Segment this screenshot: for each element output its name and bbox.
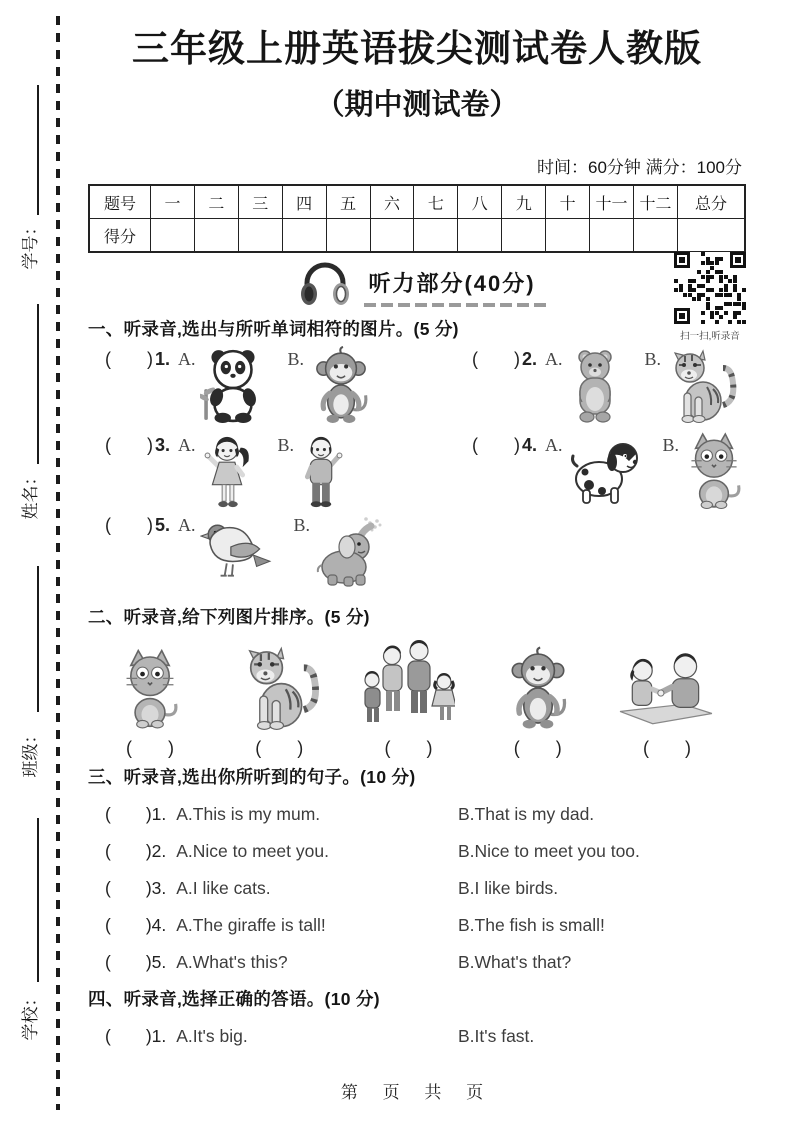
option-b-label: B. [644,349,662,369]
option-a-text: A.I like cats. [176,878,271,898]
s1-row-2 [88,434,746,518]
answer-bracket: ( ) [384,738,433,758]
answer-bracket: ( )1. [105,804,167,824]
class-blank-line [37,566,39,712]
classmates-talking-image [618,648,716,730]
class-label: 班级： [21,726,40,778]
score-col-2: 二 [194,185,238,219]
score-col-12: 十二 [633,185,677,219]
s1-item-1 [105,348,374,424]
score-col-1: 一 [151,185,195,219]
option-b-text: B.What's that? [458,952,572,972]
cut-dashed-line [56,16,60,1110]
section4-title: 四、听录音,选择正确的答语。(10 分) [88,989,380,1009]
listening-part-title: 听力部分(40分) [368,267,535,298]
score-col-11: 十一 [590,185,634,219]
score-col-total: 总分 [678,185,746,219]
score-table-header-row [89,185,745,219]
option-a-text: A.It's big. [176,1026,248,1046]
page-title: 三年级上册英语拔尖测试卷人教版 [132,28,702,69]
girl-image [200,432,256,510]
option-a-label: A. [545,349,563,369]
item-number: 2. [522,349,538,369]
student-id-label: 学号： [21,218,40,270]
answer-bracket: ( ) [105,349,153,369]
score-cell [546,219,590,253]
answer-bracket: ( ) [105,515,153,535]
item-number: 5. [155,515,171,535]
score-col-9: 九 [502,185,546,219]
option-b-text: B.I like birds. [458,878,559,898]
score-table-score-row [89,219,745,253]
item-number: 3. [155,435,171,455]
monkey-image [308,346,374,424]
headphones-icon [298,255,352,309]
family-image [363,638,455,730]
s1-item-2 [472,348,737,424]
answer-bracket: ( ) [105,435,153,455]
option-b-label: B. [277,435,295,455]
school-label: 学校： [21,989,40,1041]
option-a-text: A.This is my mum. [176,804,321,824]
school-blank-line [37,818,39,982]
qr-finder-icon [730,252,746,268]
page-subtitle: （期中测试卷） [315,89,519,121]
tiger-image [665,346,737,424]
student-id-blank-line [37,85,39,215]
s2-picture-2 [219,638,339,730]
answer-bracket: ( ) [472,435,520,455]
score-col-10: 十 [546,185,590,219]
score-col-7: 七 [414,185,458,219]
s3-item-3 [105,876,745,900]
dog-image [567,432,641,510]
score-col-4: 四 [282,185,326,219]
qr-finder-icon [674,252,690,268]
option-b-text: B.The fish is small! [458,915,605,935]
option-b-label: B. [287,349,305,369]
score-cell-total [678,219,746,253]
score-cell [590,219,634,253]
bear-image [567,346,623,424]
s1-item-3 [105,434,344,510]
monkey-image [503,646,573,730]
name-blank-line [37,304,39,464]
s4-item-1 [105,1024,745,1048]
score-cell [633,219,677,253]
answer-bracket: ( )2. [105,841,167,861]
answer-bracket: ( ) [472,349,520,369]
answer-bracket: ( )3. [105,878,167,898]
s2-picture-row [88,638,727,730]
name-label: 姓名： [21,468,40,520]
s2-picture-4 [478,638,598,730]
s3-item-4 [105,913,745,937]
score-col-5: 五 [326,185,370,219]
tiger-image [238,644,320,730]
main-content [88,0,746,1122]
section3-title: 三、听录音,选出你所听到的句子。(10 分) [88,767,416,787]
score-cell [370,219,414,253]
option-b-label: B. [662,435,680,455]
item-number: 4. [522,435,538,455]
cat-image [683,432,745,510]
listening-header [88,252,746,312]
page-footer: 第 页 共 页 [340,1083,494,1102]
score-col-8: 八 [458,185,502,219]
answer-bracket: ( ) [255,738,304,758]
s3-item-2 [105,839,745,863]
score-cell [458,219,502,253]
cat-image [118,648,182,730]
score-table [88,184,746,253]
answer-bracket: ( ) [643,738,691,758]
item-number: 1. [155,349,171,369]
time-score-info: 时间：60分钟 满分：100分 [537,158,742,177]
section1-title: 一、听录音,选出与所听单词相符的图片。(5 分) [88,319,459,339]
score-col-6: 六 [370,185,414,219]
score-cell [238,219,282,253]
answer-bracket: ( ) [513,738,562,758]
score-cell [282,219,326,253]
answer-bracket: ( ) [126,738,174,758]
option-b-text: B.That is my dad. [458,804,595,824]
score-cell [326,219,370,253]
s1-row-1 [88,348,746,432]
s1-item-5 [105,514,384,590]
option-a-label: A. [178,349,196,369]
pigeon-image [200,512,272,590]
elephant-image [314,512,384,590]
option-a-label: A. [178,515,196,535]
s3-item-1 [105,802,745,826]
score-col-3: 三 [238,185,282,219]
score-cell [194,219,238,253]
option-a-text: A.Nice to meet you. [176,841,329,861]
score-cell [502,219,546,253]
s2-picture-1 [90,638,210,730]
score-row-label: 得分 [89,219,151,253]
s1-item-4 [472,434,745,510]
s2-picture-3 [349,638,469,730]
qr-code [674,252,746,324]
score-cell [414,219,458,253]
option-a-text: A.What's this? [176,952,288,972]
s2-bracket-row [88,734,727,760]
s1-row-3 [88,514,746,598]
answer-bracket: ( )1. [105,1026,167,1046]
qr-caption: 扫一扫,听录音 [680,331,740,342]
answer-bracket: ( )5. [105,952,167,972]
option-a-label: A. [178,435,196,455]
option-b-label: B. [293,515,311,535]
answer-bracket: ( )4. [105,915,167,935]
score-table-wrap [88,184,746,253]
s3-item-5 [105,950,745,974]
option-b-text: B.It's fast. [458,1026,535,1046]
option-b-text: B.Nice to meet you too. [458,841,640,861]
score-table-corner: 题号 [89,185,151,219]
panda-image [200,346,266,424]
boy-image [298,432,344,510]
s2-picture-5 [607,638,727,730]
section2-title: 二、听录音,给下列图片排序。(5 分) [88,607,370,627]
option-a-text: A.The giraffe is tall! [176,915,326,935]
score-cell [151,219,195,253]
option-a-label: A. [545,435,563,455]
